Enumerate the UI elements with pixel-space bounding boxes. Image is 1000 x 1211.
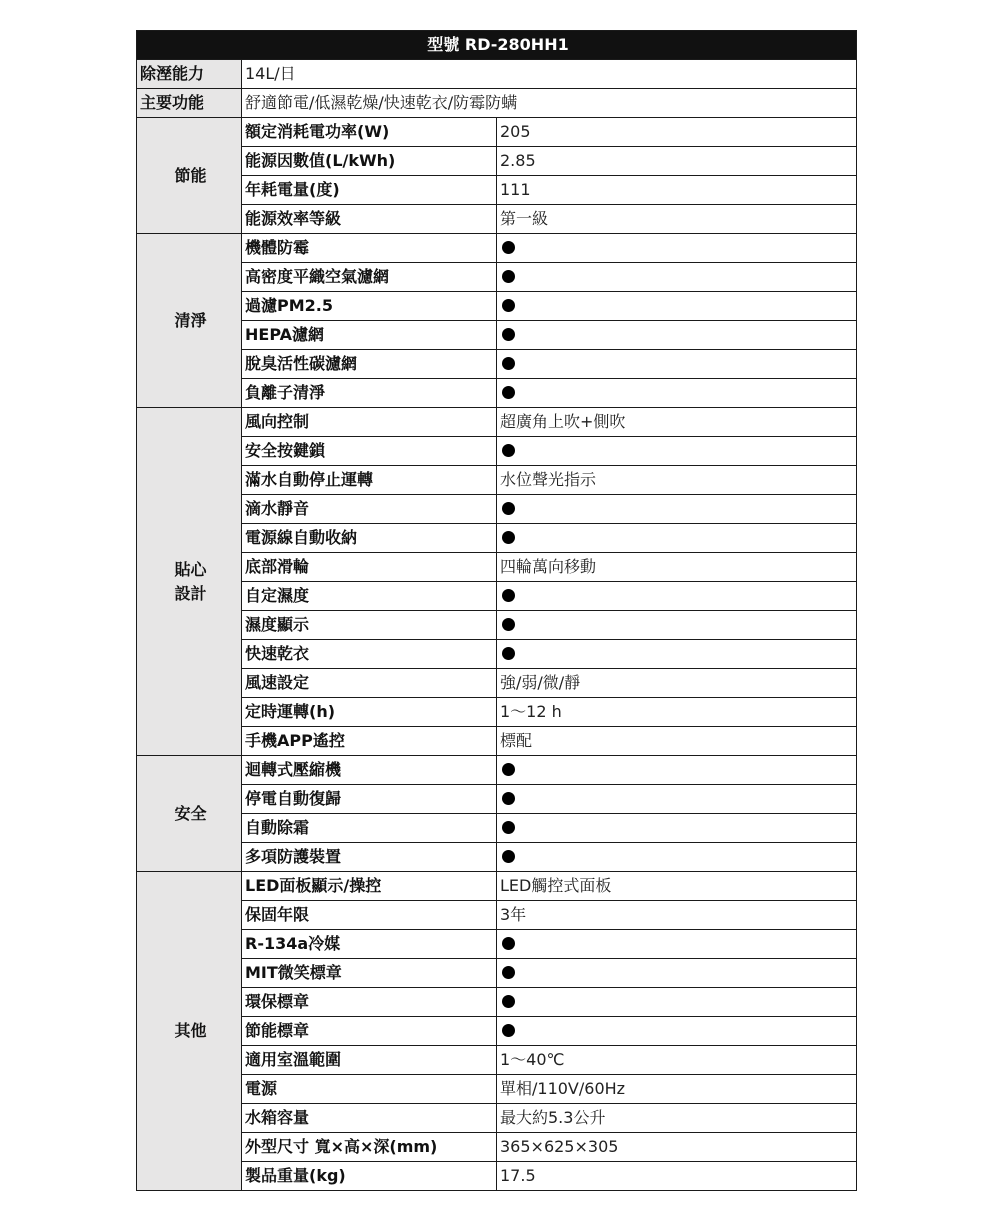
feature-value xyxy=(497,814,857,843)
feature-label: 自定濕度 xyxy=(242,582,497,611)
table-row xyxy=(137,988,857,1017)
spec-table xyxy=(136,30,857,1191)
feature-label: 滴水靜音 xyxy=(242,495,497,524)
feature-label: 環保標章 xyxy=(242,988,497,1017)
table-row xyxy=(137,60,857,89)
table-row xyxy=(137,785,857,814)
feature-value xyxy=(497,988,857,1017)
table-row xyxy=(137,669,857,698)
table-row xyxy=(137,466,857,495)
feature-value: 17.5 xyxy=(497,1162,857,1191)
feature-label: 能源因數值(L/kWh) xyxy=(242,147,497,176)
feature-value: 1～40℃ xyxy=(497,1046,857,1075)
table-row xyxy=(137,176,857,205)
table-row xyxy=(137,321,857,350)
filled-circle-icon xyxy=(502,589,515,602)
filled-circle-icon xyxy=(502,270,515,283)
feature-label: 多項防護裝置 xyxy=(242,843,497,872)
table-row xyxy=(137,350,857,379)
table-row xyxy=(137,756,857,785)
main-function-label: 主要功能 xyxy=(137,89,242,118)
section-category-label: 其他 xyxy=(174,1021,207,1040)
feature-label: 外型尺寸 寬×高×深(mm) xyxy=(242,1133,497,1162)
section-category xyxy=(137,872,242,1191)
feature-value xyxy=(497,611,857,640)
table-row xyxy=(137,1017,857,1046)
filled-circle-icon xyxy=(502,531,515,544)
feature-value: 205 xyxy=(497,118,857,147)
feature-value: 2.85 xyxy=(497,147,857,176)
table-row xyxy=(137,1133,857,1162)
feature-label: 濕度顯示 xyxy=(242,611,497,640)
filled-circle-icon xyxy=(502,241,515,254)
table-row xyxy=(137,292,857,321)
feature-label: 風速設定 xyxy=(242,669,497,698)
table-row xyxy=(137,901,857,930)
feature-value xyxy=(497,234,857,263)
feature-value: 111 xyxy=(497,176,857,205)
filled-circle-icon xyxy=(502,357,515,370)
filled-circle-icon xyxy=(502,618,515,631)
table-row xyxy=(137,524,857,553)
table-row xyxy=(137,1104,857,1133)
table-row xyxy=(137,408,857,437)
feature-label: 底部滑輪 xyxy=(242,553,497,582)
table-row xyxy=(137,89,857,118)
feature-value xyxy=(497,785,857,814)
table-row xyxy=(137,640,857,669)
feature-value xyxy=(497,640,857,669)
table-row xyxy=(137,1162,857,1191)
feature-value xyxy=(497,292,857,321)
table-row xyxy=(137,147,857,176)
feature-value xyxy=(497,263,857,292)
feature-label: 滿水自動停止運轉 xyxy=(242,466,497,495)
feature-label: 安全按鍵鎖 xyxy=(242,437,497,466)
feature-value xyxy=(497,756,857,785)
section-category-line: 貼心 xyxy=(174,559,207,579)
feature-label: 電源線自動收納 xyxy=(242,524,497,553)
feature-value xyxy=(497,321,857,350)
table-row xyxy=(137,959,857,988)
filled-circle-icon xyxy=(502,502,515,515)
main-function-value: 舒適節電/低濕乾燥/快速乾衣/防霉防螨 xyxy=(242,89,857,118)
filled-circle-icon xyxy=(502,937,515,950)
table-row xyxy=(137,553,857,582)
dehumidify-value: 14L/日 xyxy=(242,60,857,89)
table-row xyxy=(137,872,857,901)
feature-value: 單相/110V/60Hz xyxy=(497,1075,857,1104)
filled-circle-icon xyxy=(502,299,515,312)
feature-label: 電源 xyxy=(242,1075,497,1104)
filled-circle-icon xyxy=(502,995,515,1008)
title-row xyxy=(137,31,857,60)
feature-label: LED面板顯示/操控 xyxy=(242,872,497,901)
feature-value: 1～12 h xyxy=(497,698,857,727)
feature-value: 標配 xyxy=(497,727,857,756)
filled-circle-icon xyxy=(502,850,515,863)
dehumidify-label: 除溼能力 xyxy=(137,60,242,89)
table-row xyxy=(137,234,857,263)
feature-value: 超廣角上吹+側吹 xyxy=(497,408,857,437)
table-row xyxy=(137,1075,857,1104)
section-category xyxy=(137,118,242,234)
spec-body xyxy=(137,60,857,1191)
filled-circle-icon xyxy=(502,1024,515,1037)
feature-value xyxy=(497,437,857,466)
feature-label: 製品重量(kg) xyxy=(242,1162,497,1191)
feature-value: 3年 xyxy=(497,901,857,930)
table-row xyxy=(137,437,857,466)
feature-value xyxy=(497,1017,857,1046)
filled-circle-icon xyxy=(502,792,515,805)
feature-value: LED觸控式面板 xyxy=(497,872,857,901)
feature-value xyxy=(497,843,857,872)
feature-label: 額定消耗電功率(W) xyxy=(242,118,497,147)
feature-label: 年耗電量(度) xyxy=(242,176,497,205)
table-row xyxy=(137,814,857,843)
feature-label: MIT微笑標章 xyxy=(242,959,497,988)
filled-circle-icon xyxy=(502,647,515,660)
table-row xyxy=(137,118,857,147)
section-category-line: 設計 xyxy=(174,583,207,603)
filled-circle-icon xyxy=(502,966,515,979)
table-row xyxy=(137,698,857,727)
feature-label: 水箱容量 xyxy=(242,1104,497,1133)
table-row xyxy=(137,843,857,872)
feature-label: 定時運轉(h) xyxy=(242,698,497,727)
model-title: 型號 RD-280HH1 xyxy=(137,31,857,60)
table-row xyxy=(137,263,857,292)
section-category-label: 清淨 xyxy=(174,310,207,330)
feature-label: 手機APP遙控 xyxy=(242,727,497,756)
table-row xyxy=(137,1046,857,1075)
feature-label: 風向控制 xyxy=(242,408,497,437)
feature-value: 強/弱/微/靜 xyxy=(497,669,857,698)
table-row xyxy=(137,930,857,959)
feature-label: 自動除霜 xyxy=(242,814,497,843)
feature-label: R-134a冷媒 xyxy=(242,930,497,959)
feature-value: 水位聲光指示 xyxy=(497,466,857,495)
filled-circle-icon xyxy=(502,763,515,776)
table-row xyxy=(137,495,857,524)
feature-value xyxy=(497,495,857,524)
section-category xyxy=(137,408,242,756)
table-row xyxy=(137,205,857,234)
feature-label: 能源效率等級 xyxy=(242,205,497,234)
filled-circle-icon xyxy=(502,821,515,834)
feature-label: 迴轉式壓縮機 xyxy=(242,756,497,785)
filled-circle-icon xyxy=(502,328,515,341)
section-category-label: 安全 xyxy=(174,803,207,823)
section-category xyxy=(137,756,242,872)
feature-value: 四輪萬向移動 xyxy=(497,553,857,582)
feature-value xyxy=(497,379,857,408)
table-row xyxy=(137,611,857,640)
filled-circle-icon xyxy=(502,386,515,399)
feature-label: 機體防霉 xyxy=(242,234,497,263)
feature-label: 快速乾衣 xyxy=(242,640,497,669)
feature-label: 保固年限 xyxy=(242,901,497,930)
feature-value xyxy=(497,350,857,379)
feature-value xyxy=(497,930,857,959)
section-category-label: 節能 xyxy=(174,165,207,185)
feature-label: 適用室溫範圍 xyxy=(242,1046,497,1075)
table-row xyxy=(137,582,857,611)
feature-value xyxy=(497,582,857,611)
feature-value xyxy=(497,959,857,988)
feature-value: 第一級 xyxy=(497,205,857,234)
table-row xyxy=(137,379,857,408)
filled-circle-icon xyxy=(502,444,515,457)
feature-label: 過濾PM2.5 xyxy=(242,292,497,321)
feature-label: 停電自動復歸 xyxy=(242,785,497,814)
feature-label: 節能標章 xyxy=(242,1017,497,1046)
table-row xyxy=(137,727,857,756)
feature-value xyxy=(497,524,857,553)
feature-label: 負離子清淨 xyxy=(242,379,497,408)
feature-label: 高密度平織空氣濾網 xyxy=(242,263,497,292)
feature-value: 最大約5.3公升 xyxy=(497,1104,857,1133)
feature-label: HEPA濾網 xyxy=(242,321,497,350)
feature-value: 365×625×305 xyxy=(497,1133,857,1162)
section-category xyxy=(137,234,242,408)
feature-label: 脫臭活性碳濾網 xyxy=(242,350,497,379)
